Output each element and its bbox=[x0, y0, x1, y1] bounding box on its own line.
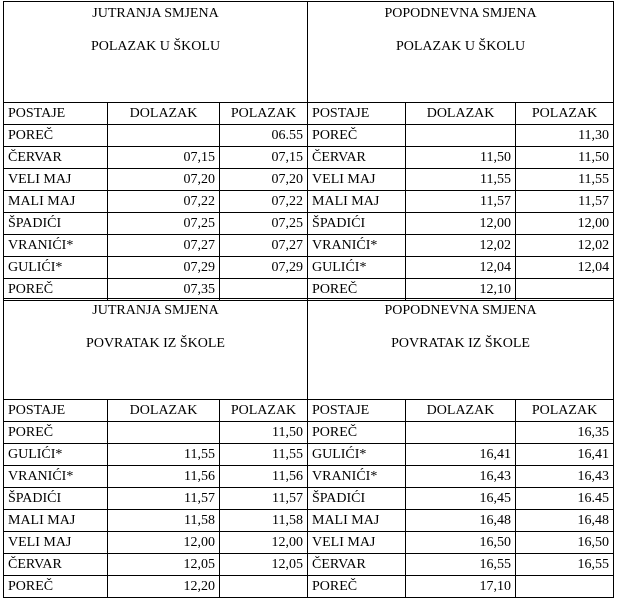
arrival-cell: 12,04 bbox=[406, 257, 516, 279]
stop-cell: POREČ bbox=[308, 125, 406, 147]
departure-cell: 11,57 bbox=[516, 191, 614, 213]
arrival-cell bbox=[108, 125, 220, 147]
col-header-departure: POLAZAK bbox=[220, 400, 308, 422]
arrival-cell: 07,20 bbox=[108, 169, 220, 191]
arrival-cell: 12,02 bbox=[406, 235, 516, 257]
stop-cell: POREČ bbox=[4, 279, 108, 301]
departure-cell: 16,43 bbox=[516, 466, 614, 488]
stop-cell: MALI MAJ bbox=[308, 510, 406, 532]
afternoon-from-school-title bbox=[308, 299, 614, 400]
departure-cell: 12,05 bbox=[220, 554, 308, 576]
departure-cell: 16,48 bbox=[516, 510, 614, 532]
title-row bbox=[4, 299, 614, 400]
table-row bbox=[4, 554, 614, 576]
arrival-cell: 16,43 bbox=[406, 466, 516, 488]
arrival-cell: 11,55 bbox=[108, 444, 220, 466]
departure-cell bbox=[220, 576, 308, 598]
stop-cell: ČERVAR bbox=[308, 554, 406, 576]
table-row bbox=[4, 191, 614, 213]
col-header-stops: POSTAJE bbox=[4, 400, 108, 422]
direction-name: POVRATAK IZ ŠKOLE bbox=[391, 336, 530, 351]
stop-cell: MALI MAJ bbox=[4, 191, 108, 213]
departure-cell: 12,02 bbox=[516, 235, 614, 257]
arrival-cell: 12,00 bbox=[406, 213, 516, 235]
departure-cell: 12,00 bbox=[516, 213, 614, 235]
stop-cell: ČERVAR bbox=[4, 147, 108, 169]
arrival-cell: 07,29 bbox=[108, 257, 220, 279]
departure-cell: 07,22 bbox=[220, 191, 308, 213]
departure-cell: 07,27 bbox=[220, 235, 308, 257]
arrival-cell: 11,56 bbox=[108, 466, 220, 488]
arrival-cell: 12,10 bbox=[406, 279, 516, 301]
table-row bbox=[4, 125, 614, 147]
departure-cell: 07,20 bbox=[220, 169, 308, 191]
departure-cell: 11,50 bbox=[516, 147, 614, 169]
arrival-cell: 16,55 bbox=[406, 554, 516, 576]
col-header-departure: POLAZAK bbox=[516, 400, 614, 422]
arrival-cell: 12,00 bbox=[108, 532, 220, 554]
table-row bbox=[4, 510, 614, 532]
stop-cell: POREČ bbox=[308, 279, 406, 301]
col-header-stops: POSTAJE bbox=[308, 400, 406, 422]
col-header-arrival: DOLAZAK bbox=[406, 400, 516, 422]
arrival-cell: 17,10 bbox=[406, 576, 516, 598]
departure-cell: 06.55 bbox=[220, 125, 308, 147]
schedule-table-to-school bbox=[3, 1, 614, 301]
departure-cell: 11,56 bbox=[220, 466, 308, 488]
stop-cell: GULIĆI* bbox=[4, 257, 108, 279]
arrival-cell: 16,48 bbox=[406, 510, 516, 532]
stop-cell: GULIĆI* bbox=[308, 257, 406, 279]
stop-cell: ŠPADIĆI bbox=[308, 488, 406, 510]
arrival-cell: 11,55 bbox=[406, 169, 516, 191]
stop-cell: VELI MAJ bbox=[308, 169, 406, 191]
stop-cell: VRANIĆI* bbox=[308, 466, 406, 488]
table-row bbox=[4, 466, 614, 488]
departure-cell: 07,29 bbox=[220, 257, 308, 279]
table-row bbox=[4, 235, 614, 257]
stop-cell: ČERVAR bbox=[4, 554, 108, 576]
table-row bbox=[4, 422, 614, 444]
departure-cell: 11,57 bbox=[220, 488, 308, 510]
stop-cell: POREČ bbox=[308, 422, 406, 444]
morning-from-school-title bbox=[4, 299, 308, 400]
departure-cell: 12,00 bbox=[220, 532, 308, 554]
departure-cell: 12,04 bbox=[516, 257, 614, 279]
stop-cell: VELI MAJ bbox=[4, 169, 108, 191]
shift-name: JUTRANJA SMJENA bbox=[92, 303, 219, 318]
departure-cell: 11,58 bbox=[220, 510, 308, 532]
arrival-cell: 11,58 bbox=[108, 510, 220, 532]
arrival-cell: 07,22 bbox=[108, 191, 220, 213]
stop-cell: ŠPADIĆI bbox=[4, 213, 108, 235]
table-row bbox=[4, 488, 614, 510]
stop-cell: VRANIĆI* bbox=[4, 466, 108, 488]
arrival-cell: 07,15 bbox=[108, 147, 220, 169]
arrival-cell: 12,05 bbox=[108, 554, 220, 576]
departure-cell: 11,50 bbox=[220, 422, 308, 444]
departure-cell: 16.45 bbox=[516, 488, 614, 510]
table-row bbox=[4, 532, 614, 554]
col-header-stops: POSTAJE bbox=[4, 103, 108, 125]
col-header-departure: POLAZAK bbox=[516, 103, 614, 125]
arrival-cell: 12,20 bbox=[108, 576, 220, 598]
arrival-cell bbox=[108, 422, 220, 444]
arrival-cell: 07,35 bbox=[108, 279, 220, 301]
col-header-stops: POSTAJE bbox=[308, 103, 406, 125]
stop-cell: VELI MAJ bbox=[308, 532, 406, 554]
morning-to-school-title bbox=[4, 2, 308, 103]
stop-cell: VRANIĆI* bbox=[308, 235, 406, 257]
stop-cell: ŠPADIĆI bbox=[4, 488, 108, 510]
arrival-cell bbox=[406, 422, 516, 444]
col-header-arrival: DOLAZAK bbox=[108, 400, 220, 422]
column-header-row bbox=[4, 400, 614, 422]
col-header-arrival: DOLAZAK bbox=[108, 103, 220, 125]
stop-cell: VELI MAJ bbox=[4, 532, 108, 554]
arrival-cell: 11,50 bbox=[406, 147, 516, 169]
departure-cell: 07,25 bbox=[220, 213, 308, 235]
arrival-cell: 11,57 bbox=[406, 191, 516, 213]
direction-name: POVRATAK IZ ŠKOLE bbox=[86, 336, 225, 351]
table-row bbox=[4, 169, 614, 191]
col-header-departure: POLAZAK bbox=[220, 103, 308, 125]
arrival-cell: 07,27 bbox=[108, 235, 220, 257]
departure-cell: 11,55 bbox=[220, 444, 308, 466]
table-row bbox=[4, 257, 614, 279]
arrival-cell: 16,41 bbox=[406, 444, 516, 466]
departure-cell bbox=[516, 576, 614, 598]
stop-cell: GULIĆI* bbox=[4, 444, 108, 466]
table-row bbox=[4, 444, 614, 466]
shift-name: JUTRANJA SMJENA bbox=[92, 6, 219, 21]
column-header-row bbox=[4, 103, 614, 125]
arrival-cell bbox=[406, 125, 516, 147]
shift-name: POPODNEVNA SMJENA bbox=[384, 303, 537, 318]
direction-name: POLAZAK U ŠKOLU bbox=[90, 39, 221, 54]
stop-cell: POREČ bbox=[4, 125, 108, 147]
departure-cell: 11,55 bbox=[516, 169, 614, 191]
col-header-arrival: DOLAZAK bbox=[406, 103, 516, 125]
arrival-cell: 07,25 bbox=[108, 213, 220, 235]
table-row bbox=[4, 147, 614, 169]
arrival-cell: 16,50 bbox=[406, 532, 516, 554]
departure-cell: 16,50 bbox=[516, 532, 614, 554]
stop-cell: ŠPADIĆI bbox=[308, 213, 406, 235]
table-row bbox=[4, 576, 614, 598]
departure-cell: 11,30 bbox=[516, 125, 614, 147]
departure-cell: 07,15 bbox=[220, 147, 308, 169]
schedule-table-from-school bbox=[3, 298, 614, 598]
title-row bbox=[4, 2, 614, 103]
arrival-cell: 16,45 bbox=[406, 488, 516, 510]
afternoon-to-school-title bbox=[308, 2, 614, 103]
direction-name: POLAZAK U ŠKOLU bbox=[395, 39, 526, 54]
stop-cell: VRANIĆI* bbox=[4, 235, 108, 257]
shift-name: POPODNEVNA SMJENA bbox=[384, 6, 537, 21]
departure-cell: 16,41 bbox=[516, 444, 614, 466]
stop-cell: MALI MAJ bbox=[4, 510, 108, 532]
departure-cell: 16,55 bbox=[516, 554, 614, 576]
stop-cell: POREČ bbox=[308, 576, 406, 598]
table-row bbox=[4, 213, 614, 235]
stop-cell: POREČ bbox=[4, 422, 108, 444]
arrival-cell: 11,57 bbox=[108, 488, 220, 510]
stop-cell: GULIĆI* bbox=[308, 444, 406, 466]
stop-cell: ČERVAR bbox=[308, 147, 406, 169]
departure-cell: 16,35 bbox=[516, 422, 614, 444]
stop-cell: MALI MAJ bbox=[308, 191, 406, 213]
stop-cell: POREČ bbox=[4, 576, 108, 598]
